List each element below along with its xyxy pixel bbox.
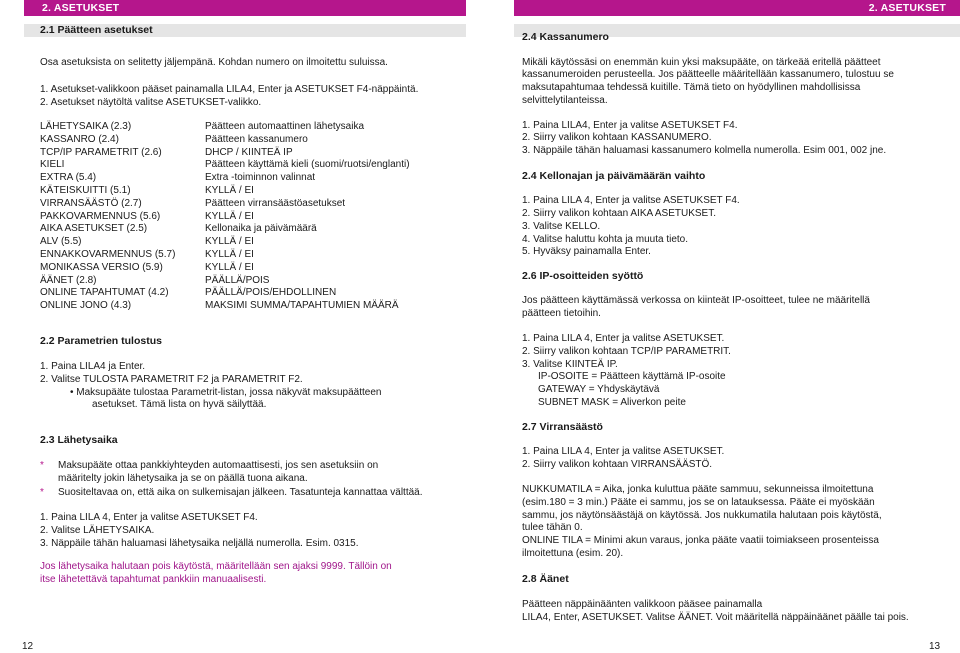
section-22-step-1: 1. Paina LILA4 ja Enter. [40,361,146,372]
section-26-title: 2.6 IP-osoitteiden syöttö [522,270,644,282]
setting-name: ALV (5.5) [40,236,82,248]
setting-description: PÄÄLLÄ/POIS [205,274,270,286]
setting-name: KIELI [40,159,65,171]
setting-name: PAKKOVARMENNUS (5.6) [40,210,161,222]
section-27-text-4: tulee tähän 0. [522,522,583,533]
section-28-text-2: LILA4, Enter, ASETUKSET. Valitse ÄÄNET. Voit määritellä näppäinäänet päälle tai pois. [522,612,909,623]
section-23-step-2: 2. Valitse LÄHETYSAIKA. [40,525,155,536]
setting-description: MAKSIMI SUMMA/TAPAHTUMIEN MÄÄRÄ [205,300,399,312]
setting-description: Extra -toiminnon valinnat [205,172,316,184]
section-24b-step-2: 2. Siirry valikon kohtaan AIKA ASETUKSET. [522,208,716,219]
section-23-note-1: Jos lähetysaika halutaan pois käytöstä, määritellään sen ajaksi 9999. Tällöin on [40,561,392,572]
setting-name: AIKA ASETUKSET (2.5) [40,223,148,235]
section-22-bullet-cont: asetukset. Tämä lista on hyvä säilyttää. [92,399,267,410]
page-number-right: 13 [929,641,941,652]
section-26-intro-1: Jos päätteen käyttämässä verkossa on kiinteät IP-osoitteet, tulee ne määritellä [522,295,870,306]
section-23-note-2: itse lähetettävä tapahtumat pankkiin manuaalisesti. [40,574,267,585]
setting-description: Päätteen automaattinen lähetysaika [205,121,364,132]
section-27-title: 2.7 Virransäästö [522,421,603,433]
setting-name: MONIKASSA VERSIO (5.9) [40,261,163,273]
setting-name: EXTRA (5.4) [40,172,97,184]
section-26-subnet: SUBNET MASK = Aliverkon peite [538,397,686,408]
section-24-intro-3: maksutapahtumaa tehdessä kuitille. Tämä tieto on hyödyllinen mahdollisissa [522,82,861,93]
section-24b-step-4: 4. Valitse haluttu kohta ja muuta tieto. [522,234,689,245]
setting-description: KYLLÄ / EI [205,210,254,222]
section-27-text-5: ONLINE TILA = Minimi akun varaus, jonka pääte vaatii toimiakseen prosenteissa [522,535,879,546]
bullet-marker-1: * [40,460,44,471]
step-1: 1. Asetukset-valikkoon pääset painamalla LILA4, Enter ja ASETUKSET F4-näppäintä. [40,84,419,95]
setting-description: Päätteen käyttämä kieli (suomi/ruotsi/englanti) [205,159,410,171]
section-26-step-2: 2. Siirry valikon kohtaan TCP/IP PARAMETRIT. [522,346,731,357]
setting-description: Päätteen kassanumero [205,133,308,145]
section-23-step-1: 1. Paina LILA 4, Enter ja valitse ASETUKSET F4. [40,512,258,523]
setting-description: KYLLÄ / EI [205,236,254,248]
setting-description: Päätteen virransäästöasetukset [205,197,346,209]
section-27-text-2: (esim.180 = 3 min.) Pääte ei sammu, jos se on latauksessa. Pääte ei myöskään [522,497,875,508]
setting-description: KYLLÄ / EI [205,249,254,260]
section-22-step-2: 2. Valitse TULOSTA PARAMETRIT F2 ja PARAMETRIT F2. [40,374,303,385]
section-27-text-1: NUKKUMATILA = Aika, jonka kuluttua pääte sammuu, sekunneissa ilmoitettuna [522,484,874,495]
section-27-text-6: ilmoitettuna (esim. 20). [522,548,624,559]
section-22-title: 2.2 Parametrien tulostus [40,335,162,347]
section-24-intro-4: selvittelytilanteissa. [522,95,608,106]
section-21-title: 2.1 Päätteen asetukset [40,24,153,36]
page-number-left: 12 [22,641,34,652]
setting-description: KYLLÄ / EI [205,185,254,196]
section-22-bullet: • Maksupääte tulostaa Parametrit-listan, jossa näkyvät maksupäätteen [70,387,382,398]
section-24-title: 2.4 Kassanumero [522,31,609,43]
section-23-step-3: 3. Näppäile tähän haluamasi lähetysaika neljällä numerolla. Esim. 0315. [40,538,359,549]
intro-text: Osa asetuksista on selitetty jäljempänä. Kohdan numero on ilmoitettu suluissa. [40,57,388,68]
section-26-intro-2: päätteen tietoihin. [522,308,601,319]
section-27-text-3: sammu, jos näytönsäästäjä on käytössä. Jos nukkumatila halutaan pois käytöstä, [522,510,882,521]
setting-name: ONLINE TAPAHTUMAT (4.2) [40,287,169,299]
section-24b-title: 2.4 Kellonajan ja päivämäärän vaihto [522,170,706,182]
section-24-step-2: 2. Siirry valikon kohtaan KASSANUMERO. [522,132,712,143]
setting-name: TCP/IP PARAMETRIT (2.6) [40,146,162,158]
setting-description: DHCP / KIINTEÄ IP [205,146,293,158]
setting-name: LÄHETYSAIKA (2.3) [40,121,132,132]
step-2: 2. Asetukset näytöltä valitse ASETUKSET-valikko. [40,97,262,108]
section-28-text-1: Päätteen näppäinäänten valikkoon pääsee painamalla [522,599,763,610]
section-24-intro-1: Mikäli käytössäsi on enemmän kuin yksi maksupääte, on tärkeää eritellä päätteet [522,57,881,68]
section-24b-step-3: 3. Valitse KELLO. [522,221,601,232]
section-24-intro-2: kassanumeroiden perusteella. Jos päätteelle määritellään kassanumero, tulostuu se [522,69,894,80]
section-26-step-3: 3. Valitse KIINTEÄ IP. [522,359,618,370]
section-24-step-1: 1. Paina LILA4, Enter ja valitse ASETUKSET F4. [522,120,738,131]
section-28-title: 2.8 Äänet [522,573,569,585]
setting-name: KÄTEISKUITTI (5.1) [40,185,131,196]
section-23-bullet-1: Maksupääte ottaa pankkiyhteyden automaattisesti, jos sen asetuksiin on [58,460,379,471]
setting-name: ONLINE JONO (4.3) [40,300,132,312]
right-page [480,0,960,653]
setting-name: ENNAKKOVARMENNUS (5.7) [40,249,176,260]
setting-description: Kellonaika ja päivämäärä [205,223,317,235]
setting-description: PÄÄLLÄ/POIS/EHDOLLINEN [205,287,337,299]
section-26-ip: IP-OSOITE = Päätteen käyttämä IP-osoite [538,371,726,382]
section-23-bullet-1-cont: määritelty jokin lähetysaika ja se on päällä tuona aikana. [58,473,308,484]
section-27-step-1: 1. Paina LILA 4, Enter ja valitse ASETUKSET. [522,446,725,457]
setting-description: KYLLÄ / EI [205,261,254,273]
section-26-step-1: 1. Paina LILA 4, Enter ja valitse ASETUKSET. [522,333,725,344]
section-27-step-2: 2. Siirry valikon kohtaan VIRRANSÄÄSTÖ. [522,459,713,470]
setting-name: ÄÄNET (2.8) [40,274,97,286]
section-24-step-3: 3. Näppäile tähän haluamasi kassanumero kolmella numerolla. Esim 001, 002 jne. [522,145,887,156]
section-24b-step-5: 5. Hyväksy painamalla Enter. [522,246,651,257]
header-bar-left [24,0,466,16]
section-24b-step-1: 1. Paina LILA 4, Enter ja valitse ASETUKSET F4. [522,195,740,206]
section-23-bullet-2: Suositeltavaa on, että aika on sulkemisajan jälkeen. Tasatunteja kannattaa välttää. [58,487,423,498]
section-26-gateway: GATEWAY = Yhdyskäytävä [538,384,660,395]
setting-name: VIRRANSÄÄSTÖ (2.7) [40,197,142,209]
bullet-marker-2: * [40,487,44,498]
section-23-title: 2.3 Lähetysaika [40,434,118,446]
header-bar-right [514,0,960,16]
header-label-right: 2. ASETUKSET [868,2,946,14]
header-label-left: 2. ASETUKSET [42,2,120,14]
setting-name: KASSANRO (2.4) [40,133,119,145]
